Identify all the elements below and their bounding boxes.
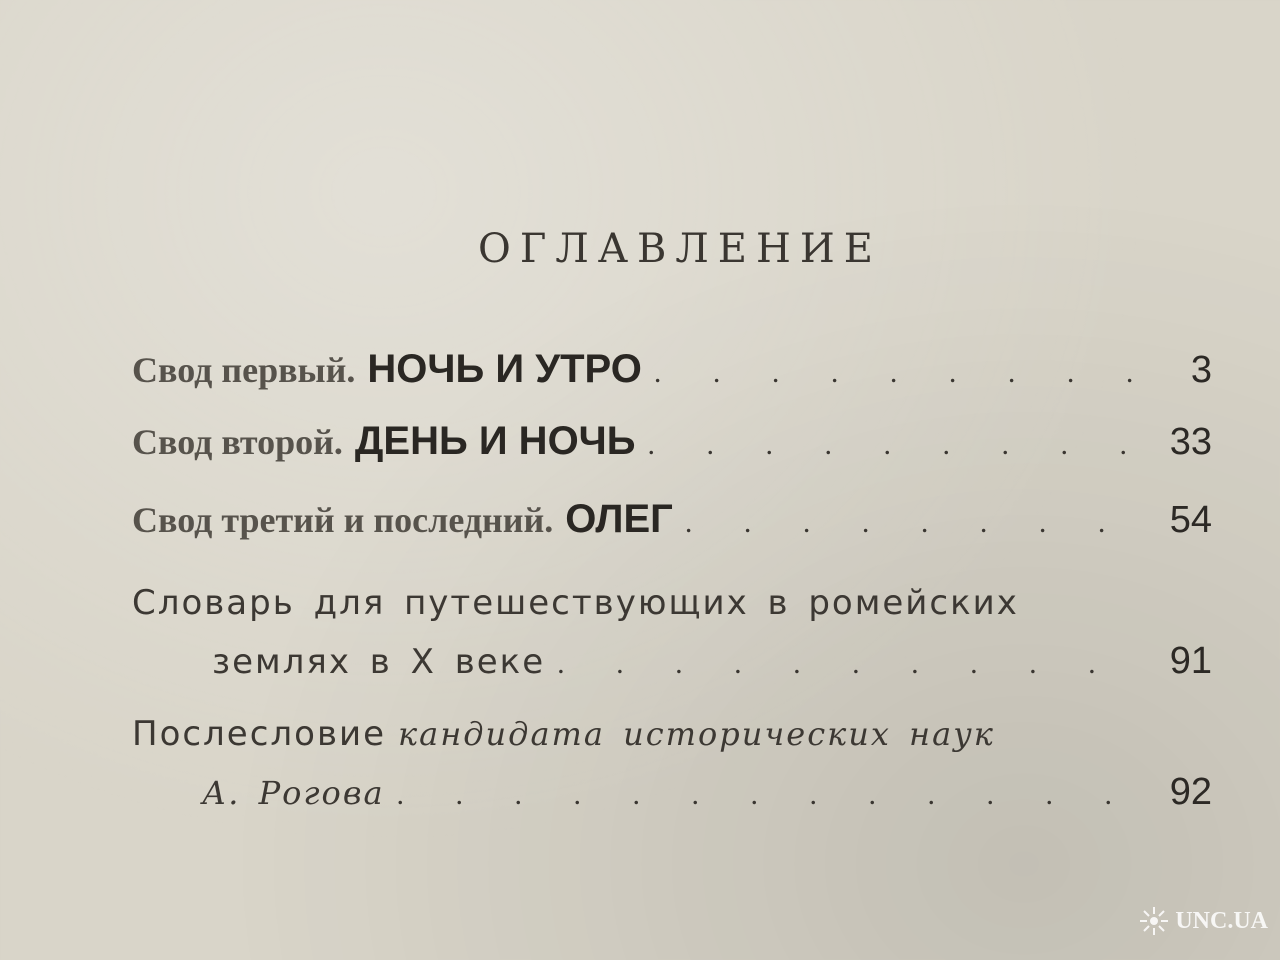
page-number: 92 [1169,771,1212,813]
toc-entry-4 [132,574,1212,693]
part-title: НОЧЬ И УТРО [367,347,642,391]
toc-entry-1 [132,340,1212,402]
toc-heading: ОГЛАВЛЕНИЕ [478,226,882,272]
toc-entry-3 [132,490,1212,552]
toc-entry-2 [132,412,1212,474]
watermark-text: UNC.UA [1175,907,1268,934]
part-title: ОЛЕГ [565,497,673,541]
dot-leader [685,494,1148,552]
dot-leader [557,635,1148,693]
toc-entry-5 [132,705,1212,824]
page-number: 91 [1169,640,1212,682]
toc-entry-line1 [132,705,1212,763]
toc-entry-row [132,340,1212,402]
part-label: Свод второй. [132,422,343,462]
dot-leader [648,416,1148,474]
entry-text: Словарь для путешествующих в ромейских [132,583,1019,623]
toc-entry-line1 [132,574,1212,632]
sun-burst-icon [1139,906,1169,936]
dot-leader [654,344,1148,402]
part-label: Свод первый. [132,350,356,390]
toc-entry-row [132,412,1212,474]
entry-text-italic: А. Рогова [202,774,385,812]
part-title: ДЕНЬ И НОЧЬ [354,419,636,463]
entry-text-italic: кандидата исторических наук [398,715,995,753]
page-number: 54 [1169,499,1212,541]
toc-entry-row [132,490,1212,552]
page-number: 3 [1190,349,1212,391]
page-number: 33 [1169,421,1212,463]
toc-entry-line2 [132,632,1212,693]
watermark [1139,906,1268,936]
toc-entry-line2 [132,763,1212,824]
part-label: Свод третий и последний. [132,500,554,540]
entry-text: Послесловие [132,714,386,754]
entry-text: землях в X веке [212,642,546,682]
dot-leader [397,766,1148,824]
